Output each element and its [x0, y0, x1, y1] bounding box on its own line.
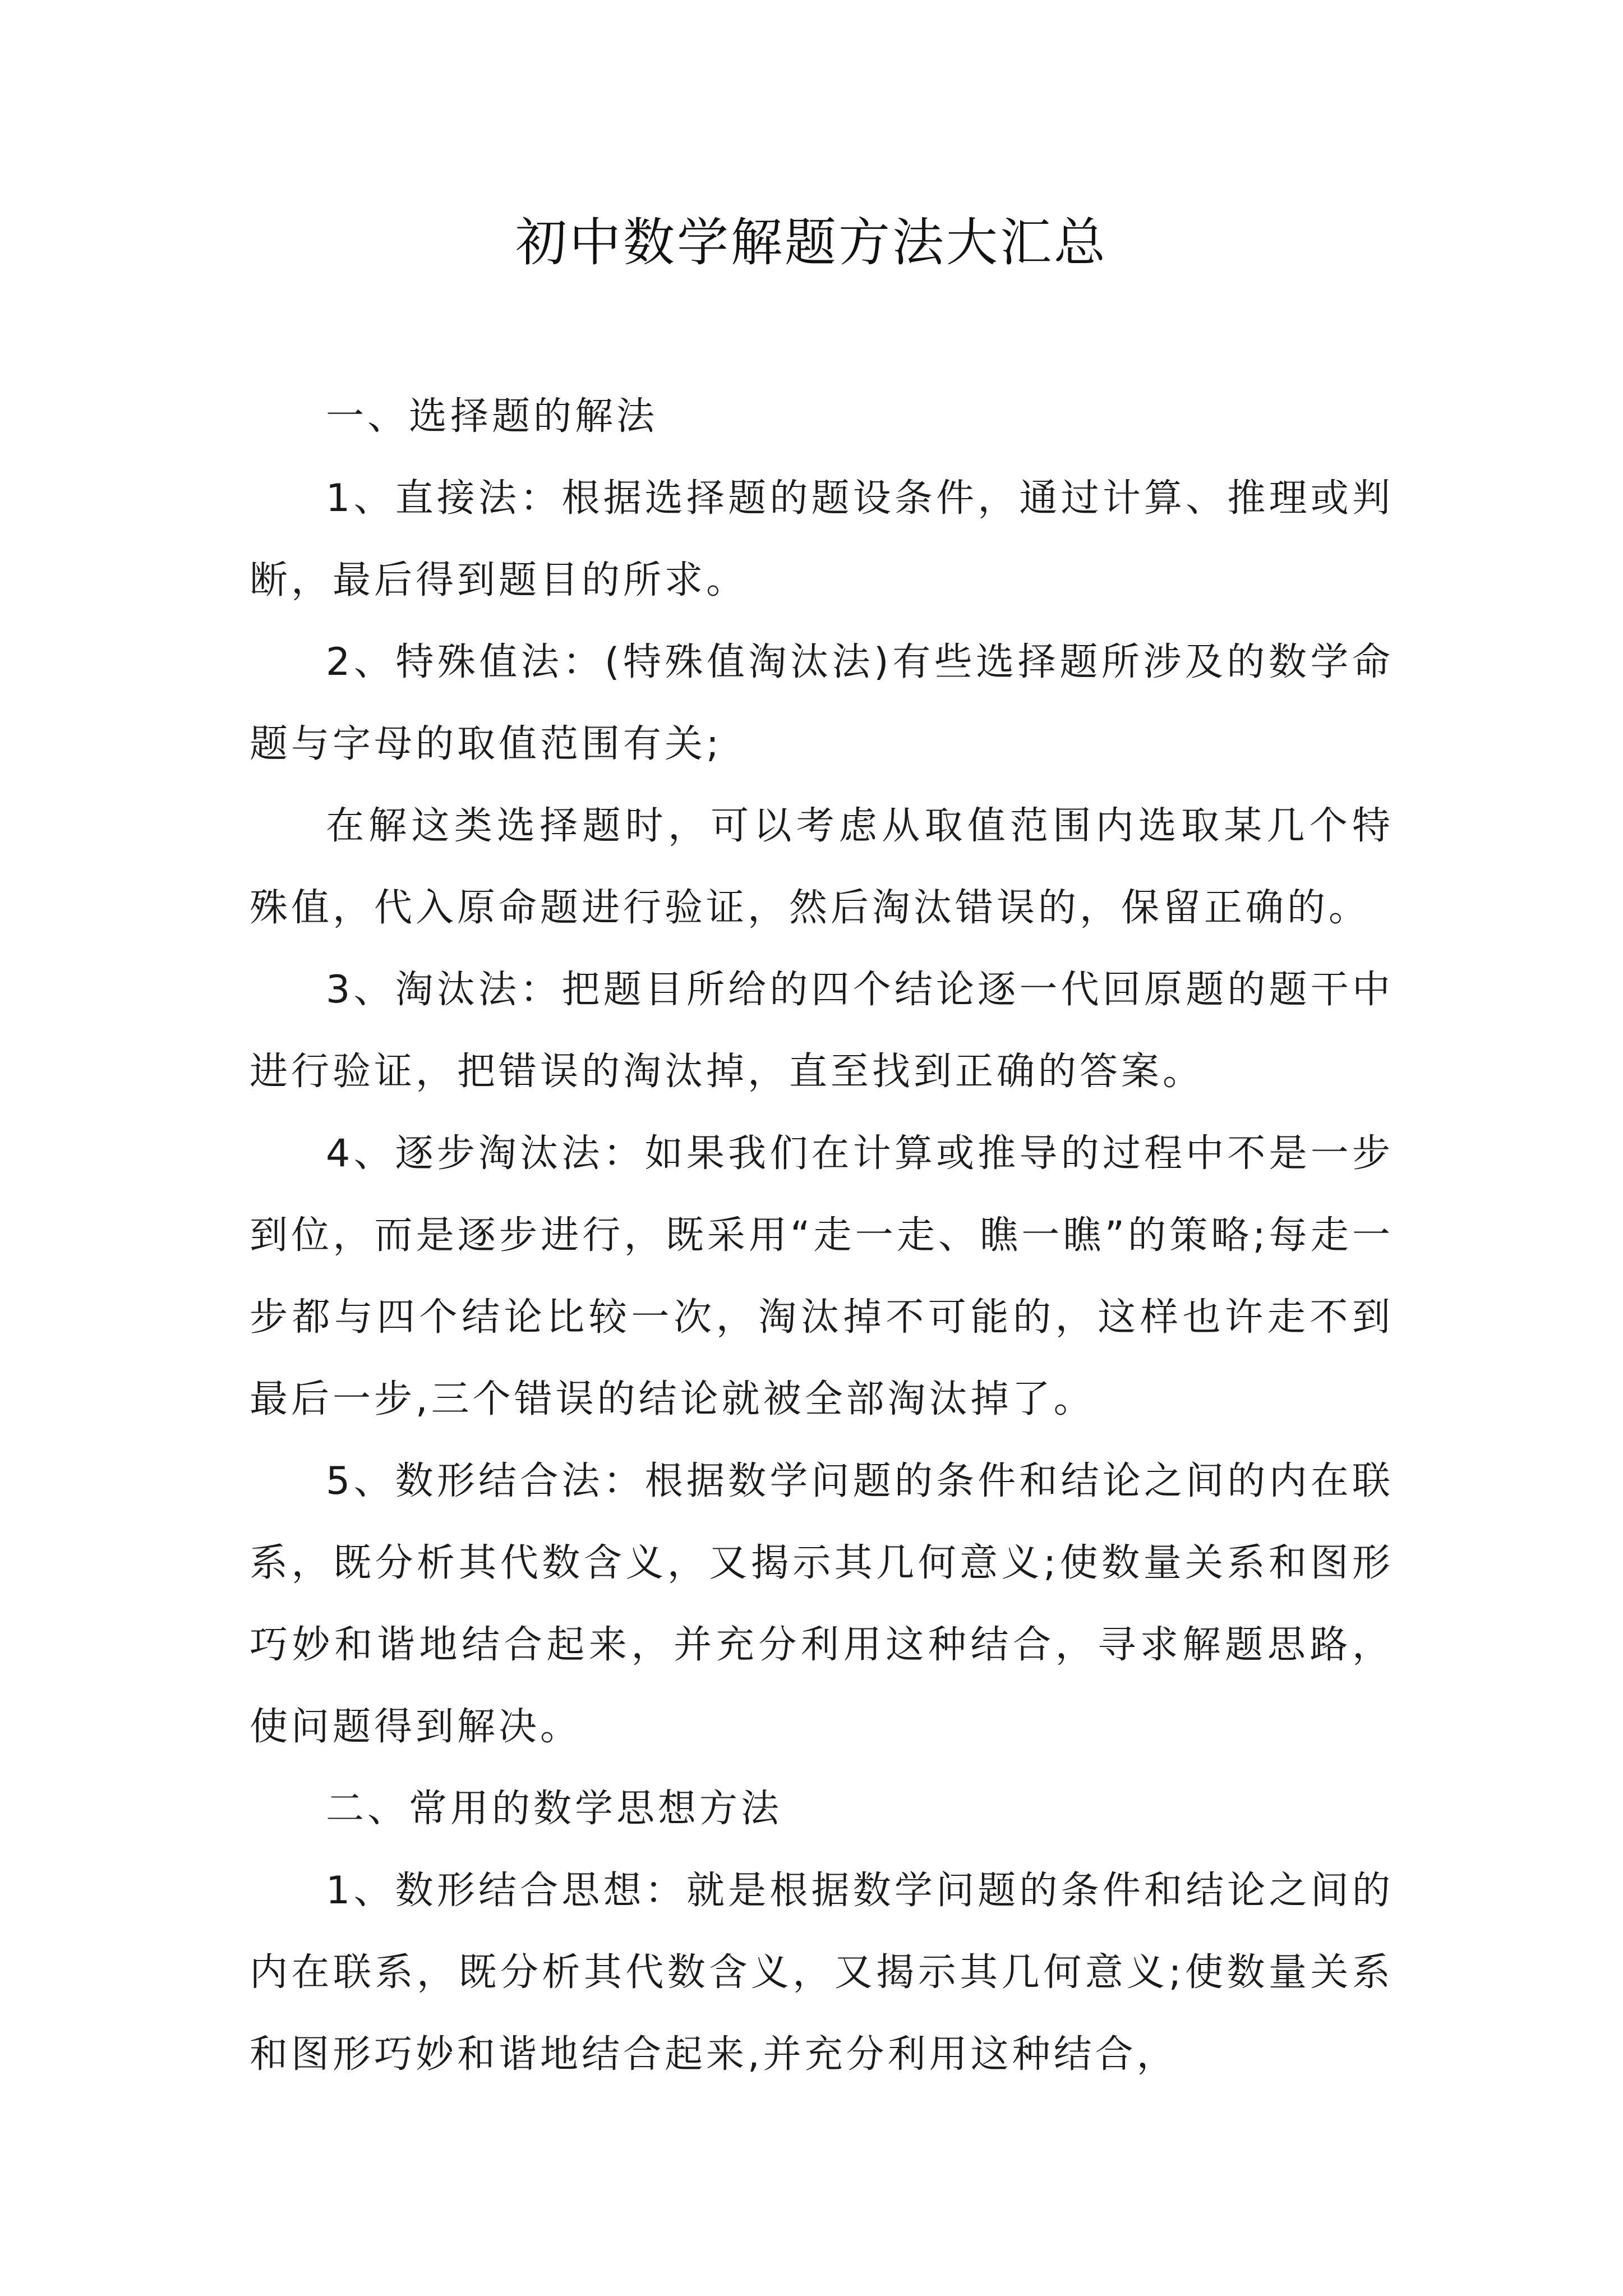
section-heading-choice-questions: 一、选择题的解法	[326, 394, 658, 439]
paragraph-number-shape-thinking: 1、数形结合思想：就是根据数学问题的条件和结论之间的内在联系，既分析其代数含义，又揭示其几何意义;使数量关系和图形巧妙和谐地结合起来,并充分利用这种结合，	[250, 1869, 1394, 2077]
paragraph-elimination-method: 3、淘汰法：把题目所给的四个结论逐一代回原题的题干中进行验证，把错误的淘汰掉，直至找到正确的答案。	[250, 968, 1394, 1094]
paragraph-special-value-method: 2、特殊值法：(特殊值淘汰法)有些选择题所涉及的数学命题与字母的取值范围有关;	[250, 640, 1394, 766]
section-heading-thinking-methods: 二、常用的数学思想方法	[326, 1787, 783, 1831]
paragraph-stepwise-elimination: 4、逐步淘汰法：如果我们在计算或推导的过程中不是一步到位，而是逐步进行，既采用“走一走、瞧一瞧”的策略;每走一步都与四个结论比较一次，淘汰掉不可能的，这样也许走不到最后一步,三个错误的结论就被全部淘汰掉了。	[250, 1131, 1394, 1421]
document-body	[250, 376, 1394, 2096]
page-title: 初中数学解题方法大汇总	[515, 213, 1108, 273]
paragraph-special-value-detail: 在解这类选择题时，可以考虑从取值范围内选取某几个特殊值，代入原命题进行验证，然后淘汰错误的，保留正确的。	[250, 804, 1394, 930]
paragraph-number-shape-method: 5、数形结合法：根据数学问题的条件和结论之间的内在联系，既分析其代数含义，又揭示其几何意义;使数量关系和图形巧妙和谐地结合起来，并充分利用这种结合，寻求解题思路，使问题得到解决。	[250, 1459, 1394, 1749]
paragraph-direct-method: 1、直接法：根据选择题的题设条件，通过计算、推理或判断，最后得到题目的所求。	[250, 476, 1394, 602]
